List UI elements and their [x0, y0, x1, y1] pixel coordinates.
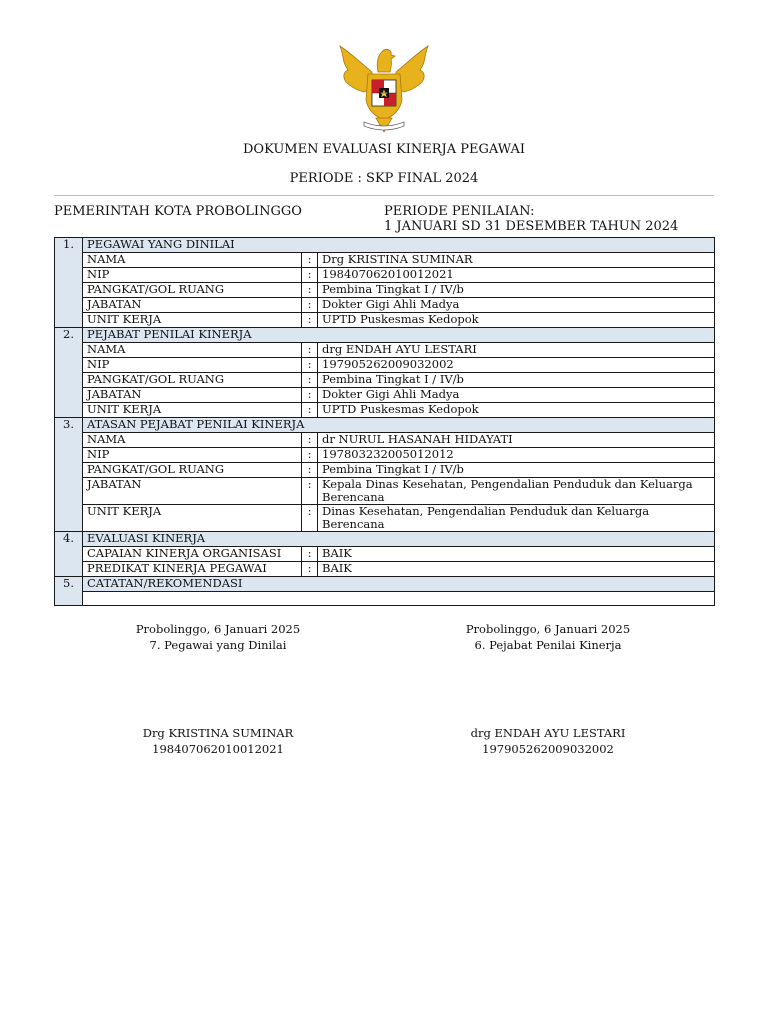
field-value: Dokter Gigi Ahli Madya: [318, 298, 715, 313]
field-separator: :: [302, 448, 318, 463]
table-row: [55, 403, 715, 418]
table-row: [55, 463, 715, 478]
table-row: [55, 547, 715, 562]
table-row: [55, 373, 715, 388]
field-value: drg ENDAH AYU LESTARI: [318, 343, 715, 358]
right-signature-header: [418, 621, 678, 653]
field-label: PANGKAT/GOL RUANG: [83, 373, 302, 388]
field-separator: :: [302, 253, 318, 268]
field-value: 198407062010012021: [318, 268, 715, 283]
field-separator: :: [302, 403, 318, 418]
table-row: [55, 433, 715, 448]
field-label: JABATAN: [83, 388, 302, 403]
table-row: [55, 313, 715, 328]
field-value: Pembina Tingkat I / IV/b: [318, 283, 715, 298]
field-label: NAMA: [83, 343, 302, 358]
field-value: Drg KRISTINA SUMINAR: [318, 253, 715, 268]
field-separator: :: [302, 298, 318, 313]
table-row: [55, 358, 715, 373]
organization-name: PEMERINTAH KOTA PROBOLINGGO: [54, 204, 302, 219]
field-separator: :: [302, 562, 318, 577]
section-number: 4.: [55, 532, 83, 577]
assessment-period-label: PERIODE PENILAIAN:: [384, 204, 535, 219]
field-label: UNIT KERJA: [83, 313, 302, 328]
section-number: 1.: [55, 238, 83, 328]
garuda-emblem-icon: [334, 42, 434, 134]
table-row: [55, 268, 715, 283]
right-signer-name: drg ENDAH AYU LESTARI: [470, 726, 626, 740]
section-header-row: [55, 418, 715, 433]
left-signature-block: [88, 725, 348, 757]
left-signer-role: 7. Pegawai yang Dinilai: [149, 638, 287, 652]
field-label: JABATAN: [83, 478, 302, 505]
document-period: PERIODE : SKP FINAL 2024: [289, 171, 479, 186]
field-label: NIP: [83, 358, 302, 373]
field-separator: :: [302, 268, 318, 283]
table-row: [55, 505, 715, 532]
field-value: Pembina Tingkat I / IV/b: [318, 373, 715, 388]
field-label: UNIT KERJA: [83, 505, 302, 532]
document-title: DOKUMEN EVALUASI KINERJA PEGAWAI: [243, 142, 525, 157]
table-row: [55, 388, 715, 403]
field-value: 197905262009032002: [318, 358, 715, 373]
field-label: PREDIKAT KINERJA PEGAWAI: [83, 562, 302, 577]
left-signer-name: Drg KRISTINA SUMINAR: [142, 726, 294, 740]
field-label: NAMA: [83, 433, 302, 448]
field-label: NIP: [83, 448, 302, 463]
field-value: Dinas Kesehatan, Pengendalian Penduduk dan Keluarga Berencana: [318, 505, 715, 532]
left-signature-header: [88, 621, 348, 653]
right-signature-block: [418, 725, 678, 757]
evaluation-table: [54, 237, 715, 606]
field-separator: :: [302, 478, 318, 505]
section-header-row: [55, 532, 715, 547]
field-separator: :: [302, 505, 318, 532]
right-place-date: Probolinggo, 6 Januari 2025: [465, 622, 631, 636]
table-row: [55, 298, 715, 313]
field-label: PANGKAT/GOL RUANG: [83, 463, 302, 478]
field-separator: :: [302, 547, 318, 562]
table-row: [55, 448, 715, 463]
section-title: EVALUASI KINERJA: [83, 532, 715, 547]
field-separator: :: [302, 388, 318, 403]
field-value: Dokter Gigi Ahli Madya: [318, 388, 715, 403]
section-title: PEGAWAI YANG DINILAI: [83, 238, 715, 253]
field-label: NIP: [83, 268, 302, 283]
field-separator: :: [302, 433, 318, 448]
field-separator: :: [302, 313, 318, 328]
table-row: [55, 253, 715, 268]
table-row: [55, 283, 715, 298]
assessment-period: [384, 204, 678, 234]
section-header-row: [55, 328, 715, 343]
section-header-row: [55, 577, 715, 592]
left-place-date: Probolinggo, 6 Januari 2025: [135, 622, 301, 636]
section-title: CATATAN/REKOMENDASI: [83, 577, 715, 592]
field-label: PANGKAT/GOL RUANG: [83, 283, 302, 298]
table-row: [55, 478, 715, 505]
section-number: 5.: [55, 577, 83, 606]
notes-row: [55, 592, 715, 606]
field-label: JABATAN: [83, 298, 302, 313]
table-row: [55, 562, 715, 577]
field-value: BAIK: [318, 547, 715, 562]
header-divider: [54, 195, 714, 196]
field-separator: :: [302, 463, 318, 478]
field-value: UPTD Puskesmas Kedopok: [318, 313, 715, 328]
section-number: 2.: [55, 328, 83, 418]
field-value: dr NURUL HASANAH HIDAYATI: [318, 433, 715, 448]
field-value: 197803232005012012: [318, 448, 715, 463]
field-value: Kepala Dinas Kesehatan, Pengendalian Penduduk dan Keluarga Berencana: [318, 478, 715, 505]
field-separator: :: [302, 343, 318, 358]
section-number: 3.: [55, 418, 83, 532]
right-signer-nip: 197905262009032002: [482, 742, 614, 756]
section-header-row: [55, 238, 715, 253]
section-title: PEJABAT PENILAI KINERJA: [83, 328, 715, 343]
field-label: CAPAIAN KINERJA ORGANISASI: [83, 547, 302, 562]
field-separator: :: [302, 283, 318, 298]
assessment-period-value: 1 JANUARI SD 31 DESEMBER TAHUN 2024: [384, 219, 679, 234]
left-signer-nip: 198407062010012021: [152, 742, 284, 756]
right-signer-role: 6. Pejabat Penilai Kinerja: [474, 638, 622, 652]
table-row: [55, 343, 715, 358]
field-label: UNIT KERJA: [83, 403, 302, 418]
field-separator: :: [302, 358, 318, 373]
section-title: ATASAN PEJABAT PENILAI KINERJA: [83, 418, 715, 433]
field-value: Pembina Tingkat I / IV/b: [318, 463, 715, 478]
field-value: UPTD Puskesmas Kedopok: [318, 403, 715, 418]
field-label: NAMA: [83, 253, 302, 268]
notes-cell: [83, 592, 715, 606]
field-separator: :: [302, 373, 318, 388]
field-value: BAIK: [318, 562, 715, 577]
